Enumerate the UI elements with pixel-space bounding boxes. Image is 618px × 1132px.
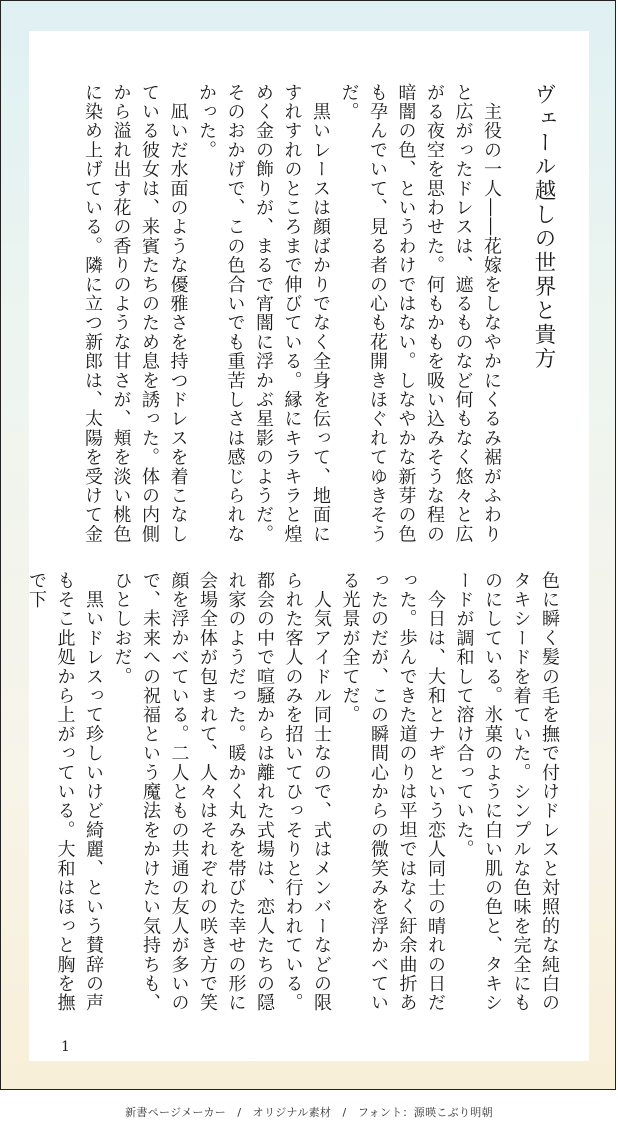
paragraph: 黒いレースは顔ばかりでなく全身を伝って、地面にすれすれのところまで伸びている。縁にキラキラと煌めく金の飾りが、まるで宵闇に浮かぶ星影のようだ。そのおかげで、この色合いでも重苦しさは感じられなかった。 (196, 83, 331, 544)
text-block-bottom (22, 571, 564, 1031)
page-number: 1 (61, 1039, 70, 1055)
paragraph: 人気アイドル同士なので、式はメンバーなどの限られた客人のみを招いてひっそりと行われている。都会の中で喧騒からは離れた式場は、恋人たちの隠れ家のようだった。暖かく丸みを帯びた幸せの形に会場全体が包まれて、人々はそれぞれの咲き方で笑顔を浮かべている。二人ともの共通の友人が多いので、未来への祝福という魔法をかけたい気持ちも、ひとしおだ。 (111, 571, 332, 1013)
story-title: ヴェール越しの世界と貴方 (531, 83, 556, 371)
paper-sheet (26, 31, 589, 1061)
paragraph: 色に瞬く髪の毛を撫で付けドレスと対照的な純白のタキシードを着ていた。シンプルな色味を完全にものにしている。氷菓のように白い肌の色と、タキシードが調和して溶け合っていた。 (453, 571, 560, 1013)
paragraph: 主役の一人――花嫁をしなやかにくるみ裾がふわりと広がったドレスは、遮るものなど何もなく悠々と広がる夜空を思わせた。何もかもを吸い込みそうな程の暗闇の色、というわけではない。しなやかな新芽の色も孕んでいて、見る者の心も花開きほぐれてゆきそうだ。 (338, 83, 502, 544)
paragraph: 今日は、大和とナギという恋人同士の晴れの日だった。歩んできた道のりは平坦ではなく紆余曲折あったのだが、この瞬間心からの微笑みを浮かべている光景が全てだ。 (339, 571, 446, 1013)
paragraph: 黒いドレスって珍しいけど綺麗、という賛辞の声もそこ此処から上がっている。大和はほっと胸を撫で下 (26, 571, 104, 1013)
footer-credit: 新書ページメーカー / オリジナル素材 / フォント：源暎こぶり明朝 (125, 1106, 493, 1119)
text-block-top (78, 83, 564, 553)
paragraph: 凪いだ水面のような優雅さを持つドレスを着こなしている彼女は、来賓たちのため息を誘った。体の内側から溢れ出す花の香りのような甘さが、頬を淡い桃色に染め上げている。隣に立つ新郎は、太陽を受けて金 (82, 83, 189, 544)
